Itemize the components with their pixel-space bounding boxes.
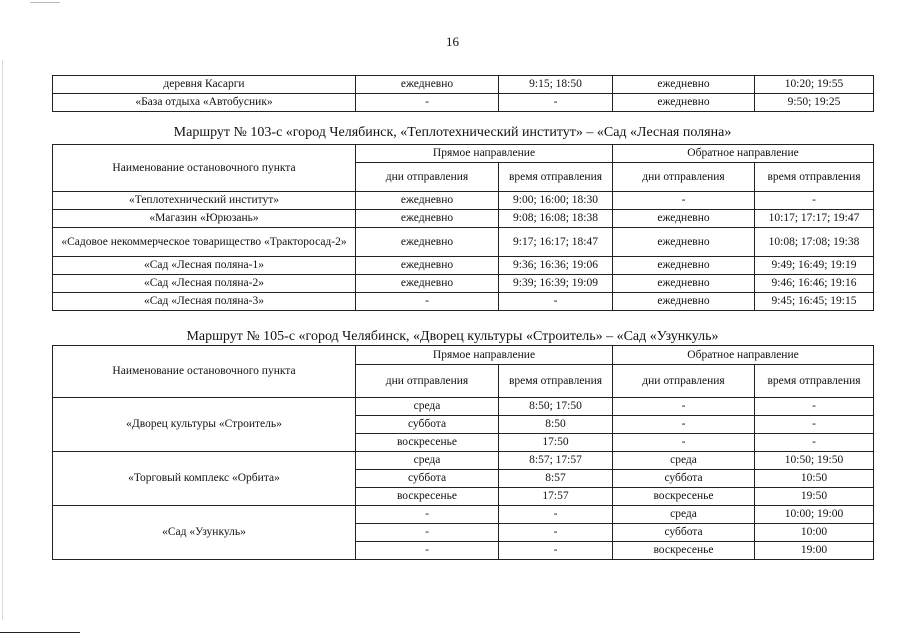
back-days: среда xyxy=(613,452,755,470)
stop-name: «Магазин «Юрюзань» xyxy=(53,210,356,228)
back-time: 10:00 xyxy=(755,524,874,542)
fwd-time: 17:57 xyxy=(499,488,613,506)
fwd-time: 8:57; 17:57 xyxy=(499,452,613,470)
back-time: - xyxy=(755,434,874,452)
fwd-days: - xyxy=(356,542,499,560)
back-days: суббота xyxy=(613,524,755,542)
back-time: 10:20; 19:55 xyxy=(755,76,874,94)
back-days: ежедневно xyxy=(613,257,755,275)
table-row xyxy=(53,94,874,112)
back-days: ежедневно xyxy=(613,210,755,228)
fwd-time: 9:15; 18:50 xyxy=(499,76,613,94)
continuation-table xyxy=(52,75,874,112)
header-backward: Обратное направление xyxy=(613,145,874,163)
fwd-days: воскресенье xyxy=(356,488,499,506)
table-row xyxy=(53,192,874,210)
fwd-time: 9:39; 16:39; 19:09 xyxy=(499,275,613,293)
header-forward: Прямое направление xyxy=(356,145,613,163)
stop-name: деревня Касарги xyxy=(53,76,356,94)
route-103-title: Маршрут № 103-с «город Челябинск, «Теплотехнический институт» – «Сад «Лесная поляна» xyxy=(173,125,732,140)
back-days: - xyxy=(613,416,755,434)
fwd-days: суббота xyxy=(356,470,499,488)
stop-name: «Теплотехнический институт» xyxy=(53,192,356,210)
header-back-time: время отправления xyxy=(755,163,874,192)
header-fwd-days: дни отправления xyxy=(356,365,499,398)
fwd-time: 8:50 xyxy=(499,416,613,434)
header-row xyxy=(53,346,874,365)
back-days: ежедневно xyxy=(613,94,755,112)
fwd-days: ежедневно xyxy=(356,257,499,275)
back-days: суббота xyxy=(613,470,755,488)
back-days: - xyxy=(613,192,755,210)
fwd-time: 17:50 xyxy=(499,434,613,452)
fwd-time: 9:00; 16:00; 18:30 xyxy=(499,192,613,210)
fwd-time: - xyxy=(499,94,613,112)
table-row xyxy=(53,210,874,228)
fwd-days: суббота xyxy=(356,416,499,434)
fwd-days: ежедневно xyxy=(356,228,499,257)
table-row xyxy=(53,228,874,257)
back-time: 10:08; 17:08; 19:38 xyxy=(755,228,874,257)
back-time: 9:50; 19:25 xyxy=(755,94,874,112)
table-row xyxy=(53,275,874,293)
header-backward: Обратное направление xyxy=(613,346,874,365)
back-days: - xyxy=(613,398,755,416)
back-time: 19:50 xyxy=(755,488,874,506)
back-days: ежедневно xyxy=(613,76,755,94)
back-days: воскресенье xyxy=(613,488,755,506)
fwd-days: ежедневно xyxy=(356,76,499,94)
route-105-title: Маршрут № 105-с «город Челябинск, «Дворец культуры «Строитель» – «Сад «Узункуль» xyxy=(186,329,719,344)
back-time: 9:45; 16:45; 19:15 xyxy=(755,293,874,311)
table-row xyxy=(53,293,874,311)
page-number: 16 xyxy=(446,34,459,49)
fwd-time: - xyxy=(499,524,613,542)
header-fwd-time: время отправления xyxy=(499,365,613,398)
stop-name: «Дворец культуры «Строитель» xyxy=(53,398,356,452)
footnote-separator xyxy=(0,632,80,633)
fwd-days: - xyxy=(356,94,499,112)
fwd-days: ежедневно xyxy=(356,275,499,293)
back-days: - xyxy=(613,434,755,452)
stop-name: «Торговый комплекс «Орбита» xyxy=(53,452,356,506)
route-103-table xyxy=(52,144,874,311)
table-row xyxy=(53,257,874,275)
back-days: ежедневно xyxy=(613,228,755,257)
fwd-time: - xyxy=(499,542,613,560)
back-time: 10:50; 19:50 xyxy=(755,452,874,470)
fwd-time: 8:57 xyxy=(499,470,613,488)
header-back-time: время отправления xyxy=(755,365,874,398)
fwd-time: 9:36; 16:36; 19:06 xyxy=(499,257,613,275)
fwd-time: 9:17; 16:17; 18:47 xyxy=(499,228,613,257)
header-back-days: дни отправления xyxy=(613,163,755,192)
stop-name: «Сад «Узункуль» xyxy=(53,506,356,560)
stop-name: «Сад «Лесная поляна-1» xyxy=(53,257,356,275)
header-row xyxy=(53,145,874,163)
back-days: воскресенье xyxy=(613,542,755,560)
back-time: 10:17; 17:17; 19:47 xyxy=(755,210,874,228)
stop-name: «База отдыха «Автобусник» xyxy=(53,94,356,112)
back-time: - xyxy=(755,416,874,434)
back-time: 19:00 xyxy=(755,542,874,560)
scan-artifact-line xyxy=(30,2,60,3)
route-105-table xyxy=(52,345,874,560)
fwd-time: - xyxy=(499,293,613,311)
back-days: ежедневно xyxy=(613,293,755,311)
back-days: ежедневно xyxy=(613,275,755,293)
stop-name: «Сад «Лесная поляна-2» xyxy=(53,275,356,293)
table-row xyxy=(53,452,874,470)
stop-name: «Сад «Лесная поляна-3» xyxy=(53,293,356,311)
fwd-days: среда xyxy=(356,398,499,416)
stop-name: «Садовое некоммерческое товарищество «Тракторосад-2» xyxy=(53,228,356,257)
back-time: 9:46; 16:46; 19:16 xyxy=(755,275,874,293)
fwd-time: 8:50; 17:50 xyxy=(499,398,613,416)
header-fwd-days: дни отправления xyxy=(356,163,499,192)
table-row xyxy=(53,76,874,94)
header-stop-name: Наименование остановочного пункта xyxy=(53,346,356,398)
fwd-days: ежедневно xyxy=(356,210,499,228)
header-back-days: дни отправления xyxy=(613,365,755,398)
back-time: 10:50 xyxy=(755,470,874,488)
fwd-days: - xyxy=(356,506,499,524)
header-stop-name: Наименование остановочного пункта xyxy=(53,145,356,192)
fwd-time: - xyxy=(499,506,613,524)
header-fwd-time: время отправления xyxy=(499,163,613,192)
table-row xyxy=(53,398,874,416)
fwd-days: воскресенье xyxy=(356,434,499,452)
back-time: 10:00; 19:00 xyxy=(755,506,874,524)
header-forward: Прямое направление xyxy=(356,346,613,365)
back-time: 9:49; 16:49; 19:19 xyxy=(755,257,874,275)
fwd-days: - xyxy=(356,524,499,542)
back-time: - xyxy=(755,192,874,210)
fwd-days: среда xyxy=(356,452,499,470)
table-row xyxy=(53,506,874,524)
fwd-days: ежедневно xyxy=(356,192,499,210)
back-days: среда xyxy=(613,506,755,524)
back-time: - xyxy=(755,398,874,416)
fwd-days: - xyxy=(356,293,499,311)
fwd-time: 9:08; 16:08; 18:38 xyxy=(499,210,613,228)
